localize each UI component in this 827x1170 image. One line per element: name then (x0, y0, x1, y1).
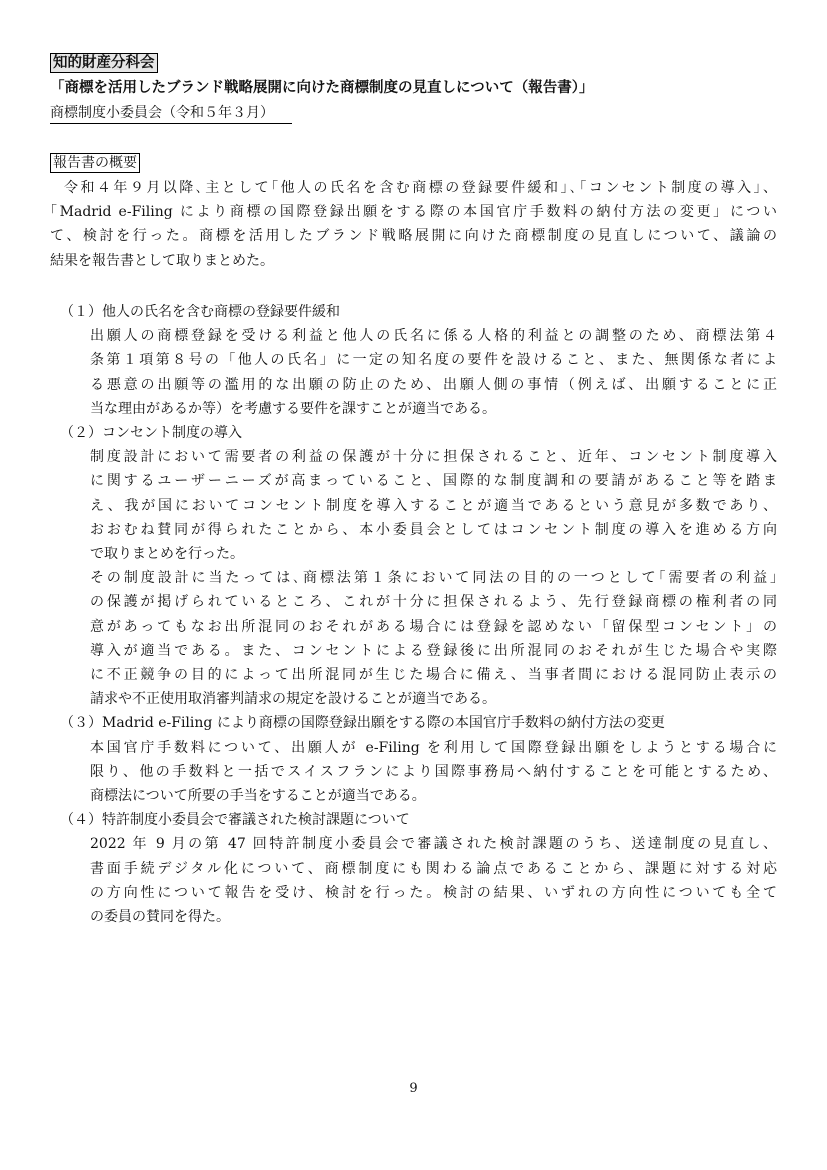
item-line: の委員の賛同を得た。 (90, 909, 230, 926)
item-list (50, 300, 777, 929)
summary-paragraph (50, 176, 777, 273)
summary-line: 令和４年９月以降､主として｢他人の氏名を含む商標の登録要件緩和｣､｢コンセント制度の導入｣、 (64, 180, 777, 196)
item-line: え、我が国においてコンセント制度を導入することが適当であるという意見が多数であり、 (90, 497, 777, 514)
item-line: おおむね賛同が得られたことから、本小委員会としてはコンセント制度の導入を進める方向 (90, 521, 777, 538)
section-tag: 知的財産分科会 (50, 53, 158, 73)
item-line: で取りまとめを行った。 (90, 546, 244, 563)
item-line: 請求や不正使用取消審判請求の規定を設けることが適当である。 (90, 691, 496, 708)
item-line: 制度設計において需要者の利益の保護が十分に担保されること、近年、コンセント制度導入 (90, 449, 777, 466)
summary-line: 結果を報告書として取りまとめた。 (50, 252, 274, 269)
list-item (50, 300, 777, 421)
item-line: に関するユーザーニーズが高まっていること、国際的な制度調和の要請があること等を踏ま (90, 473, 777, 490)
item-line: 意があってもなお出所混同のおそれがある場合には登録を認めない「留保型コンセント」の (90, 618, 777, 635)
item-heading: （１）他人の氏名を含む商標の登録要件緩和 (60, 304, 340, 320)
item-line: 書面手続デジタル化について、商標制度にも関わる論点であることから、課題に対する対応 (90, 860, 777, 877)
item-line: 2022 年 9 月の第 47 回特許制度小委員会で審議された検討課題のうち、送達制度の見直し、 (90, 836, 777, 853)
item-heading: （２）コンセント制度の導入 (60, 425, 242, 442)
list-item (50, 421, 777, 711)
summary-heading: 報告書の概要 (50, 153, 140, 173)
item-line: その制度設計に当たっては､商標法第１条において同法の目的の一つとして｢需要者の利益｣ (90, 570, 777, 587)
item-body (50, 832, 777, 929)
list-item (50, 808, 777, 929)
item-line: の保護が掲げられているところ、これが十分に担保されるよう、先行登録商標の権利者の同 (90, 594, 777, 611)
item-heading: （３）Madrid e-Filing により商標の国際登録出願をする際の本国官庁手数料の納付方法の変更 (60, 715, 665, 732)
summary-line: て、検討を行った。商標を活用したブランド戦略展開に向けた商標制度の見直しについて、議論の (50, 228, 777, 245)
item-line: 出願人の商標登録を受ける利益と他人の氏名に係る人格的利益との調整のため、商標法第４ (90, 328, 777, 345)
item-body (50, 445, 777, 711)
item-heading: （４）特許制度小委員会で審議された検討課題について (60, 812, 410, 829)
item-line: の方向性について報告を受け、検討を行った。検討の結果、いずれの方向性についても全て (90, 884, 777, 901)
list-item (50, 711, 777, 808)
item-body (50, 736, 777, 809)
item-line: 本国官庁手数料について、出願人が e-Filing を利用して国際登録出願をしようとする場合に (90, 739, 777, 756)
document-title: 「商標を活用したブランド戦略展開に向けた商標制度の見直しについて（報告書）」 (50, 80, 594, 96)
item-line: 条第１項第８号の「他人の氏名」に一定の知名度の要件を設けること、また、無関係な者によ (90, 352, 777, 369)
item-line: る悪意の出願等の濫用的な出願の防止のため、出願人側の事情（例えば、出願することに正 (90, 376, 777, 393)
summary-line: ｢Madrid e-Filing により商標の国際登録出願をする際の本国官庁手数料の納付方法の変更｣ につい (50, 204, 777, 221)
item-line: 商標法について所要の手当をすることが適当である。 (90, 788, 426, 805)
item-line: に不正競争の目的によって出所混同が生じた場合に備え、当事者間における混同防止表示の (90, 667, 777, 684)
committee-line: 商標制度小委員会（令和５年３月） (50, 103, 292, 124)
item-body (50, 324, 777, 421)
item-line: 限り、他の手数料と一括でスイスフランにより国際事務局へ納付することを可能とするため、 (90, 763, 777, 780)
item-line: 当な理由があるか等）を考慮する要件を課すことが適当である。 (90, 400, 496, 417)
item-line: 導入が適当である。また、コンセントによる登録後に出所混同のおそれが生じた場合や実際 (90, 642, 777, 659)
page-number: 9 (409, 1081, 418, 1096)
